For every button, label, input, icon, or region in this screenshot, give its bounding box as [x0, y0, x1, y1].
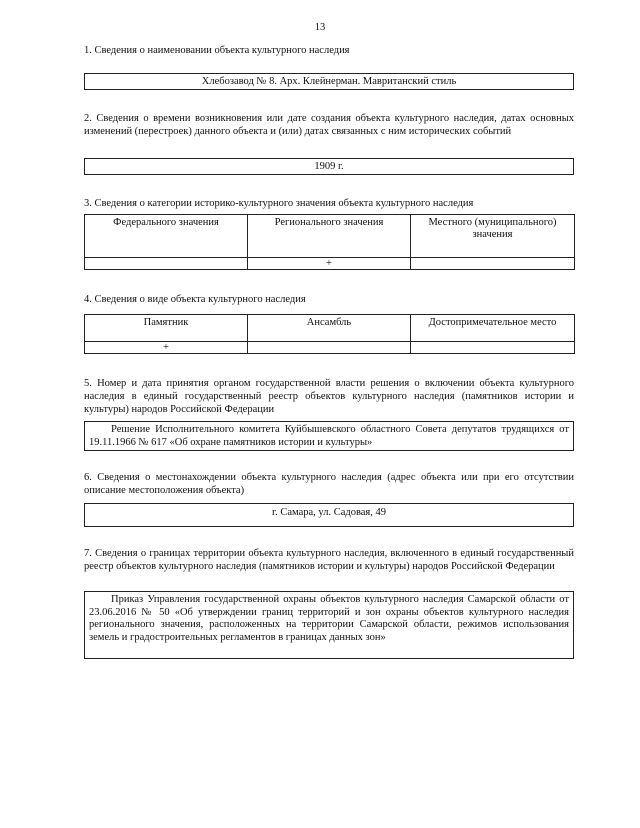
- section5-heading: 5. Номер и дата принятия органом государственной власти решения о включении объекта культурного наследия в единый государственный реестр объектов культурного наследия (памятников истории и культуры) народов Российской Федерации: [84, 378, 574, 415]
- section7-value-box: [84, 591, 574, 659]
- section6-heading: 6. Сведения о местонахождении объекта культурного наследия (адрес объекта или при его отсутствии описание местоположения объекта): [84, 472, 574, 496]
- section1-value-box: [84, 73, 574, 90]
- category-table: [84, 214, 575, 270]
- section7-value: Приказ Управления государственной охраны объектов культурного наследия Самарской области от 23.06.2016 № 50 «Об утверждении границ территорий и зон охраны объектов культурного наследия регионального значения, расположенных на территории Самарской области, режимов использования земель и градостроительных регламентов в границах данных зон»: [89, 594, 569, 643]
- type-table: [84, 314, 575, 354]
- section6-value-box: [84, 503, 574, 527]
- type-mark-ensemble: [248, 342, 411, 354]
- section2-value: 1909 г.: [314, 161, 344, 172]
- type-mark-row: [85, 342, 575, 354]
- type-col-monument: Памятник: [85, 315, 248, 342]
- section5-value-box: [84, 421, 574, 451]
- section6-value: г. Самара, ул. Садовая, 49: [271, 507, 387, 518]
- category-mark-regional: +: [248, 258, 411, 270]
- section5-value: Решение Исполнительного комитета Куйбышевского областного Совета депутатов трудящихся от 19.11.1966 № 617 «Об охране памятников истории и культуры»: [89, 424, 569, 448]
- type-col-landmark: Достопримечательное место: [411, 315, 575, 342]
- category-mark-federal: [85, 258, 248, 270]
- category-header-row: [85, 215, 575, 258]
- category-col-local: Местного (муниципального) значения: [411, 215, 575, 258]
- section7-heading: 7. Сведения о границах территории объекта культурного наследия, включенного в единый государственный реестр объектов культурного наследия (памятников истории и культуры) народов Российской Федерации: [84, 548, 574, 572]
- section3-heading: 3. Сведения о категории историко-культурного значения объекта культурного наследия: [84, 198, 474, 209]
- category-mark-local: [411, 258, 575, 270]
- type-mark-monument: +: [85, 342, 248, 354]
- type-header-row: [85, 315, 575, 342]
- section2-heading: 2. Сведения о времени возникновения или дате создания объекта культурного наследия, датах основных изменений (перестроек) данного объекта и (или) датах связанных с ним исторических событий: [84, 113, 574, 137]
- category-col-federal: Федерального значения: [85, 215, 248, 258]
- type-col-ensemble: Ансамбль: [248, 315, 411, 342]
- type-mark-landmark: [411, 342, 575, 354]
- category-mark-row: [85, 258, 575, 270]
- category-col-regional: Регионального значения: [248, 215, 411, 258]
- section4-heading: 4. Сведения о виде объекта культурного наследия: [84, 294, 306, 305]
- page-number: 13: [314, 22, 326, 33]
- section1-value: Хлебозавод № 8. Арх. Клейнерман. Мавританский стиль: [201, 76, 457, 87]
- section2-value-box: [84, 158, 574, 175]
- section1-heading: 1. Сведения о наименовании объекта культурного наследия: [84, 45, 350, 56]
